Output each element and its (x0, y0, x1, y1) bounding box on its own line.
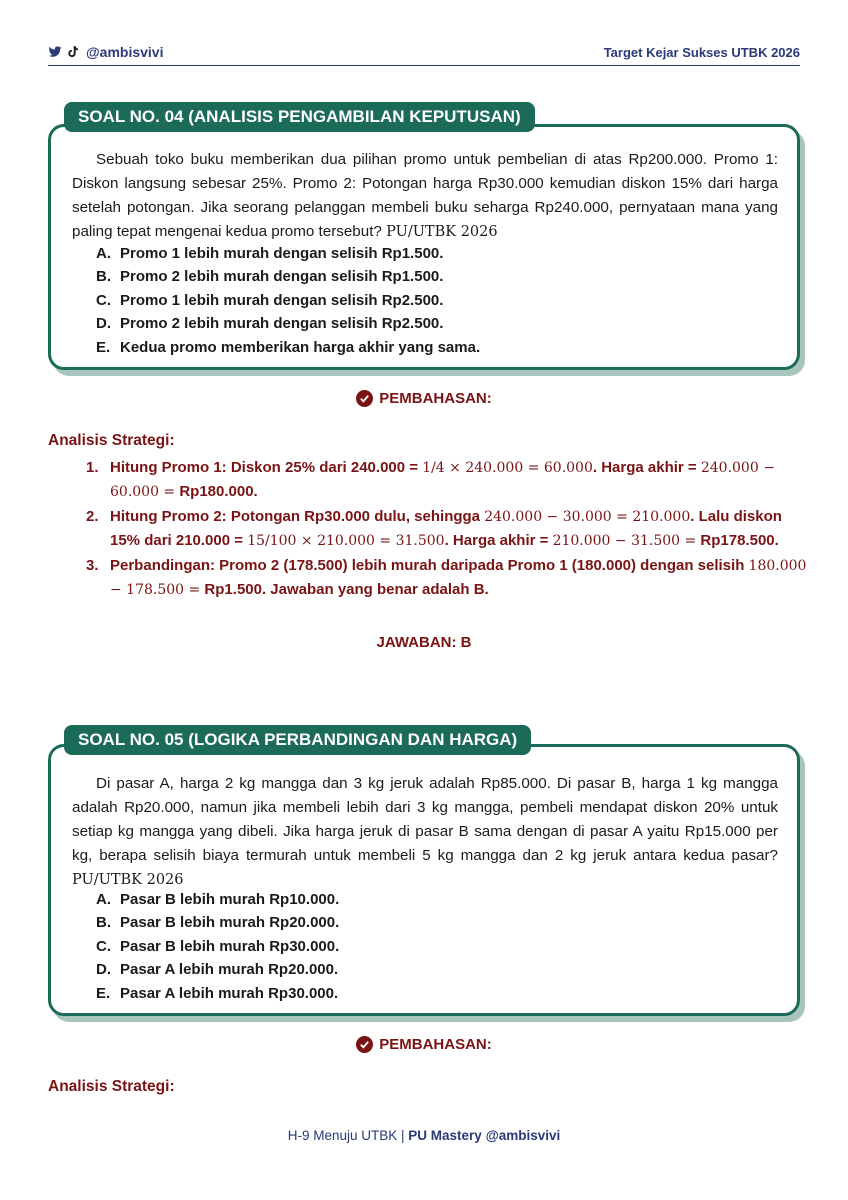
solution-step: 1. Hitung Promo 1: Diskon 25% dari 240.000 = 1/4 × 240.000 = 60.000. Harga akhir = 240.000 − 60.000 = Rp180.000. (86, 459, 775, 500)
option-05-a[interactable]: A. Pasar B lebih murah Rp10.000. (96, 891, 340, 908)
solution-steps (86, 456, 808, 603)
check-circle-icon (356, 390, 373, 407)
header-handle[interactable]: @ambisvivi (86, 44, 164, 60)
option-05-b[interactable]: B. Pasar B lebih murah Rp20.000. (96, 914, 340, 932)
solution-step: 2. Hitung Promo 2: Potongan Rp30.000 dulu, sehingga 240.000 − 30.000 = 210.000. Lalu diskon 15% dari 210.000 = 15/100 × 210.000 = 31.500. Harga akhir = 210.000 − 31.500 = Rp178.500. (86, 508, 782, 549)
options-list-05 (96, 888, 339, 1005)
footer-separator: | (397, 1128, 409, 1143)
question-body-05: Di pasar A, harga 2 kg mangga dan 3 kg jeruk adalah Rp85.000. Di pasar B, harga 1 kg mangga adalah Rp20.000, namun jika membeli lebih dari 3 kg mangga, pembeli mendapat diskon 20% untuk setiap kg mangga yang dibeli. Jika harga jeruk di pasar B sama dengan di pasar A yaitu Rp15.000 per kg, berapa selisih biaya termurah untuk membeli 5 kg mangga dan 2 kg jeruk antara kedua pasar? (72, 775, 778, 864)
question-source-05: PU/UTBK 2026 (72, 872, 184, 888)
option-04-e[interactable]: E. Kedua promo memberikan harga akhir yang sama. (96, 338, 481, 356)
option-04-d[interactable]: D. Promo 2 lebih murah dengan selisih Rp2.500. (96, 315, 444, 333)
option-04-a[interactable]: A. Promo 1 lebih murah dengan selisih Rp1.500. (96, 245, 444, 262)
check-circle-icon (356, 1036, 373, 1053)
question-text-04 (72, 148, 778, 244)
strategy-label-04: Analisis Strategi: (48, 432, 175, 449)
page-footer (0, 1128, 848, 1143)
page-header (48, 44, 800, 66)
options-list-04 (96, 242, 480, 359)
option-04-c[interactable]: C. Promo 1 lebih murah dengan selisih Rp2.500. (96, 291, 444, 309)
question-source-04: PU/UTBK 2026 (386, 224, 498, 240)
twitter-icon (48, 45, 62, 59)
pembahasan-heading-05: PEMBAHASAN: (0, 1036, 848, 1053)
question-tag-04: SOAL NO. 04 (ANALISIS PENGAMBILAN KEPUTUSAN) (64, 102, 535, 132)
solution-step: 3. Perbandingan: Promo 2 (178.500) lebih murah daripada Promo 1 (180.000) dengan selisih 180.000 − 178.500 = Rp1.500. Jawaban yang benar adalah B. (86, 557, 807, 598)
strategy-label-05: Analisis Strategi: (48, 1078, 175, 1095)
question-body-04: Sebuah toko buku memberikan dua pilihan promo untuk pembelian di atas Rp200.000. Promo 1: Diskon langsung sebesar 25%. Promo 2: Potongan harga Rp30.000 kemudian diskon 15% dari harga setelah potongan. Jika seorang pelanggan membeli buku seharga Rp240.000, pernyataan mana yang paling tepat mengenai kedua promo tersebut? (72, 151, 778, 240)
pembahasan-heading-04: PEMBAHASAN: (0, 390, 848, 407)
question-text-05 (72, 772, 778, 892)
option-05-c[interactable]: C. Pasar B lebih murah Rp30.000. (96, 937, 340, 955)
tiktok-icon (66, 45, 80, 59)
option-04-b[interactable]: B. Promo 2 lebih murah dengan selisih Rp1.500. (96, 268, 444, 286)
footer-left: H-9 Menuju UTBK (287, 1128, 398, 1143)
option-05-d[interactable]: D. Pasar A lebih murah Rp20.000. (96, 961, 339, 979)
option-05-e[interactable]: E. Pasar A lebih murah Rp30.000. (96, 984, 339, 1002)
header-title: Target Kejar Sukses UTBK 2026 (603, 45, 800, 60)
question-tag-05: SOAL NO. 05 (LOGIKA PERBANDINGAN DAN HARGA) (64, 725, 531, 755)
header-social (48, 44, 163, 60)
footer-right: PU Mastery @ambisvivi (408, 1128, 561, 1143)
answer-label: JAWABAN: B (376, 634, 472, 651)
